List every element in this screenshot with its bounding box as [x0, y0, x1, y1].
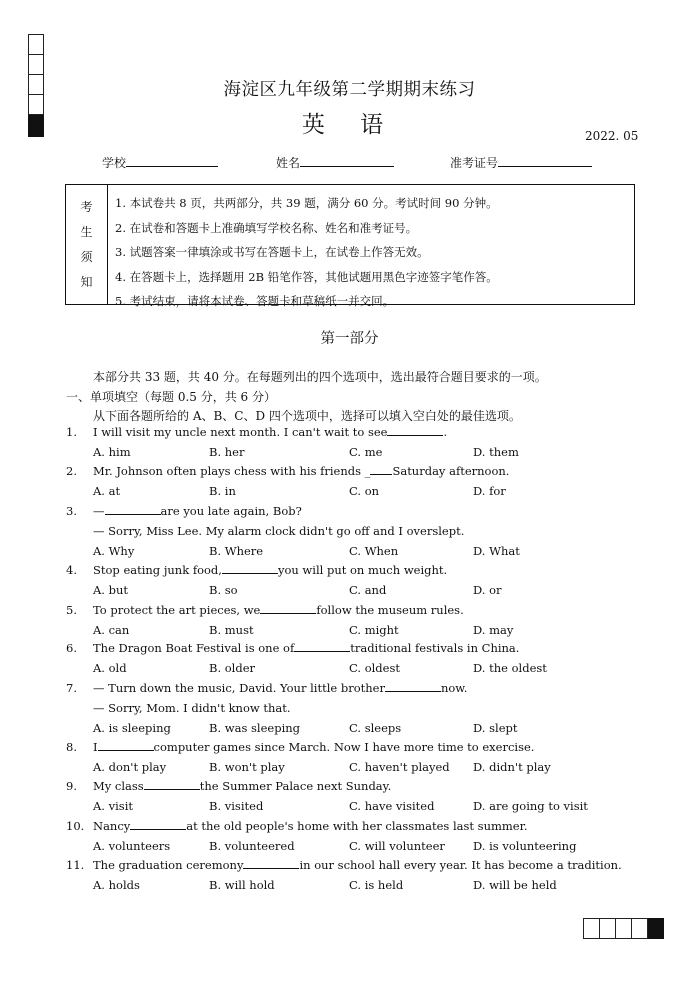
option-d[interactable]: D. them: [473, 445, 519, 459]
section-heading: 一、单项填空（每题 0.5 分，共 6 分）: [66, 390, 276, 404]
option-a[interactable]: A. is sleeping: [93, 721, 171, 735]
stem-text: the Summer Palace next Sunday.: [199, 779, 392, 793]
option-b[interactable]: B. her: [209, 445, 245, 459]
question-stem: [93, 641, 519, 655]
question-number: 2.: [66, 464, 77, 478]
question-stem: [93, 603, 464, 617]
notice-items: [115, 191, 498, 314]
exam-date: 2022. 05: [585, 129, 639, 143]
subject-title: 英 语: [301, 112, 398, 138]
option-d[interactable]: D. slept: [473, 721, 518, 735]
option-b[interactable]: B. won't play: [209, 760, 285, 774]
notice-item: 4. 在答题卡上，选择题用 2B 铅笔作答，其他试题用黑色字迹签字笔作答。: [115, 269, 498, 284]
stem-text: at the old people's home with her classmates last summer.: [186, 819, 528, 833]
question-stem: [93, 779, 391, 793]
option-a[interactable]: A. can: [93, 623, 130, 637]
answer-blank: [385, 681, 441, 692]
exam-id-label: 准考证号: [450, 156, 499, 170]
stem-text: The graduation ceremony: [93, 858, 244, 872]
option-a[interactable]: A. Why: [93, 544, 135, 558]
option-c[interactable]: C. and: [349, 583, 387, 597]
option-b[interactable]: B. will hold: [209, 878, 275, 892]
option-b[interactable]: B. volunteered: [209, 839, 295, 853]
candidate-notice-box: [65, 184, 635, 309]
question-dialogue-line: — Sorry, Mom. I didn't know that.: [93, 701, 291, 715]
option-d[interactable]: D. is volunteering: [473, 839, 577, 853]
mark-cell: [631, 918, 648, 939]
question-number: 1.: [66, 425, 77, 439]
stem-text: in our school hall every year. It has become a tradition.: [299, 858, 622, 872]
option-d[interactable]: D. or: [473, 583, 502, 597]
question-number: 8.: [66, 740, 77, 754]
notice-item: 2. 在试卷和答题卡上准确填写学校名称、姓名和准考证号。: [115, 220, 418, 235]
section-instruction: 从下面各题所给的 A、B、C、D 四个选项中，选择可以填入空白处的最佳选项。: [93, 409, 521, 423]
question-stem: [93, 464, 509, 478]
notice-item: 5. 考试结束，请将本试卷、答题卡和草稿纸一并交回。: [115, 294, 395, 309]
option-d[interactable]: D. the oldest: [473, 661, 547, 675]
answer-blank: [222, 563, 278, 574]
option-b[interactable]: B. older: [209, 661, 256, 675]
question-stem: [93, 563, 447, 577]
stem-text: are you late again, Bob?: [160, 504, 302, 518]
question-stem: [93, 504, 302, 518]
name-label: 姓名: [276, 156, 301, 170]
question-number: 4.: [66, 563, 77, 577]
answer-blank: [105, 504, 161, 515]
mark-cell: [599, 918, 615, 939]
question-number: 5.: [66, 603, 77, 617]
stem-text: To protect the art pieces, we: [93, 603, 261, 617]
question-stem: [93, 858, 622, 872]
question-stem: [93, 681, 467, 695]
notice-label: 考 生 须 知: [66, 185, 108, 304]
question-number: 3.: [66, 504, 77, 518]
option-c[interactable]: C. sleeps: [349, 721, 402, 735]
option-a[interactable]: A. at: [93, 484, 121, 498]
option-b[interactable]: B. visited: [209, 799, 264, 813]
stem-text: Nancy: [93, 819, 131, 833]
stem-text: computer games since March. Now I have more time to exercise.: [153, 740, 535, 754]
school-label: 学校: [102, 156, 127, 170]
answer-blank: [130, 819, 186, 830]
option-a[interactable]: A. don't play: [93, 760, 167, 774]
question-number: 6.: [66, 641, 77, 655]
stem-text: Mr. Johnson often plays chess with his friends _: [93, 464, 371, 478]
question-number: 7.: [66, 681, 77, 695]
option-d[interactable]: D. didn't play: [473, 760, 551, 774]
stem-text: I: [93, 740, 98, 754]
name-input-line[interactable]: [300, 154, 394, 167]
exam-id-field[interactable]: [450, 154, 592, 171]
mark-cell: [615, 918, 631, 939]
option-b[interactable]: B. Where: [209, 544, 264, 558]
stem-text: — Turn down the music, David. Your little brother: [93, 681, 385, 695]
answer-blank: [260, 603, 316, 614]
question-number: 10.: [66, 819, 85, 833]
answer-blank: [387, 425, 443, 436]
option-c[interactable]: C. have visited: [349, 799, 435, 813]
option-c[interactable]: C. on: [349, 484, 380, 498]
option-d[interactable]: D. may: [473, 623, 514, 637]
option-c[interactable]: C. haven't played: [349, 760, 450, 774]
mark-solid: [648, 918, 664, 939]
exam-title: 海淀区九年级第二学期期末练习: [223, 80, 476, 100]
option-d[interactable]: D. What: [473, 544, 520, 558]
stem-text: Stop eating junk food,: [93, 563, 222, 577]
mark-cell: [28, 34, 44, 54]
option-d[interactable]: D. will be held: [473, 878, 557, 892]
stem-text: .: [443, 425, 448, 439]
option-d[interactable]: D. for: [473, 484, 506, 498]
question-stem: [93, 425, 447, 439]
option-c[interactable]: C. will volunteer: [349, 839, 445, 853]
name-field[interactable]: [276, 154, 394, 171]
stem-text: I will visit my uncle next month. I can't wait to see: [93, 425, 388, 439]
stem-text: you will put on much weight.: [277, 563, 448, 577]
option-c[interactable]: C. When: [349, 544, 399, 558]
option-a[interactable]: A. volunteers: [93, 839, 171, 853]
option-d[interactable]: D. are going to visit: [473, 799, 588, 813]
answer-blank: [294, 641, 350, 652]
stem-text: Saturday afternoon.: [392, 464, 510, 478]
school-field[interactable]: [102, 154, 218, 171]
answer-blank: [370, 464, 392, 475]
option-b[interactable]: B. in: [209, 484, 236, 498]
question-dialogue-line: — Sorry, Miss Lee. My alarm clock didn't go off and I overslept.: [93, 524, 465, 538]
option-c[interactable]: C. me: [349, 445, 383, 459]
option-a[interactable]: A. old: [93, 661, 127, 675]
option-b[interactable]: B. must: [209, 623, 254, 637]
stem-text: My class: [93, 779, 144, 793]
answer-blank: [98, 740, 154, 751]
part-intro: 本部分共 33 题，共 40 分。在每题列出的四个选项中，选出最符合题目要求的一项。: [93, 370, 547, 384]
mark-cell: [583, 918, 599, 939]
notice-item: 1. 本试卷共 8 页，共两部分，共 39 题，满分 60 分。考试时间 90 分钟。: [115, 196, 498, 210]
exam-id-input-line[interactable]: [498, 154, 592, 167]
stem-text: follow the museum rules.: [316, 603, 464, 617]
option-b[interactable]: B. so: [209, 583, 238, 597]
stem-text: traditional festivals in China.: [350, 641, 520, 655]
school-input-line[interactable]: [126, 154, 218, 167]
question-number: 11.: [66, 858, 85, 872]
option-c[interactable]: C. oldest: [349, 661, 400, 675]
stem-text: —: [93, 504, 105, 518]
question-stem: [93, 740, 534, 754]
option-c[interactable]: C. might: [349, 623, 399, 637]
question-number: 9.: [66, 779, 77, 793]
option-a[interactable]: A. him: [93, 445, 131, 459]
option-a[interactable]: A. visit: [93, 799, 133, 813]
option-a[interactable]: A. holds: [93, 878, 140, 892]
question-stem: [93, 819, 527, 833]
stem-text: The Dragon Boat Festival is one of: [93, 641, 295, 655]
option-c[interactable]: C. is held: [349, 878, 404, 892]
option-a[interactable]: A. but: [93, 583, 129, 597]
mark-cell: [28, 54, 44, 74]
stem-text: now.: [440, 681, 468, 695]
option-b[interactable]: B. was sleeping: [209, 721, 301, 735]
answer-blank: [243, 858, 299, 869]
part-title: 第一部分: [320, 331, 379, 347]
notice-item: 3. 试题答案一律填涂或书写在答题卡上，在试卷上作答无效。: [115, 245, 429, 260]
answer-blank: [144, 779, 200, 790]
registration-marks-bottom: [583, 918, 664, 939]
